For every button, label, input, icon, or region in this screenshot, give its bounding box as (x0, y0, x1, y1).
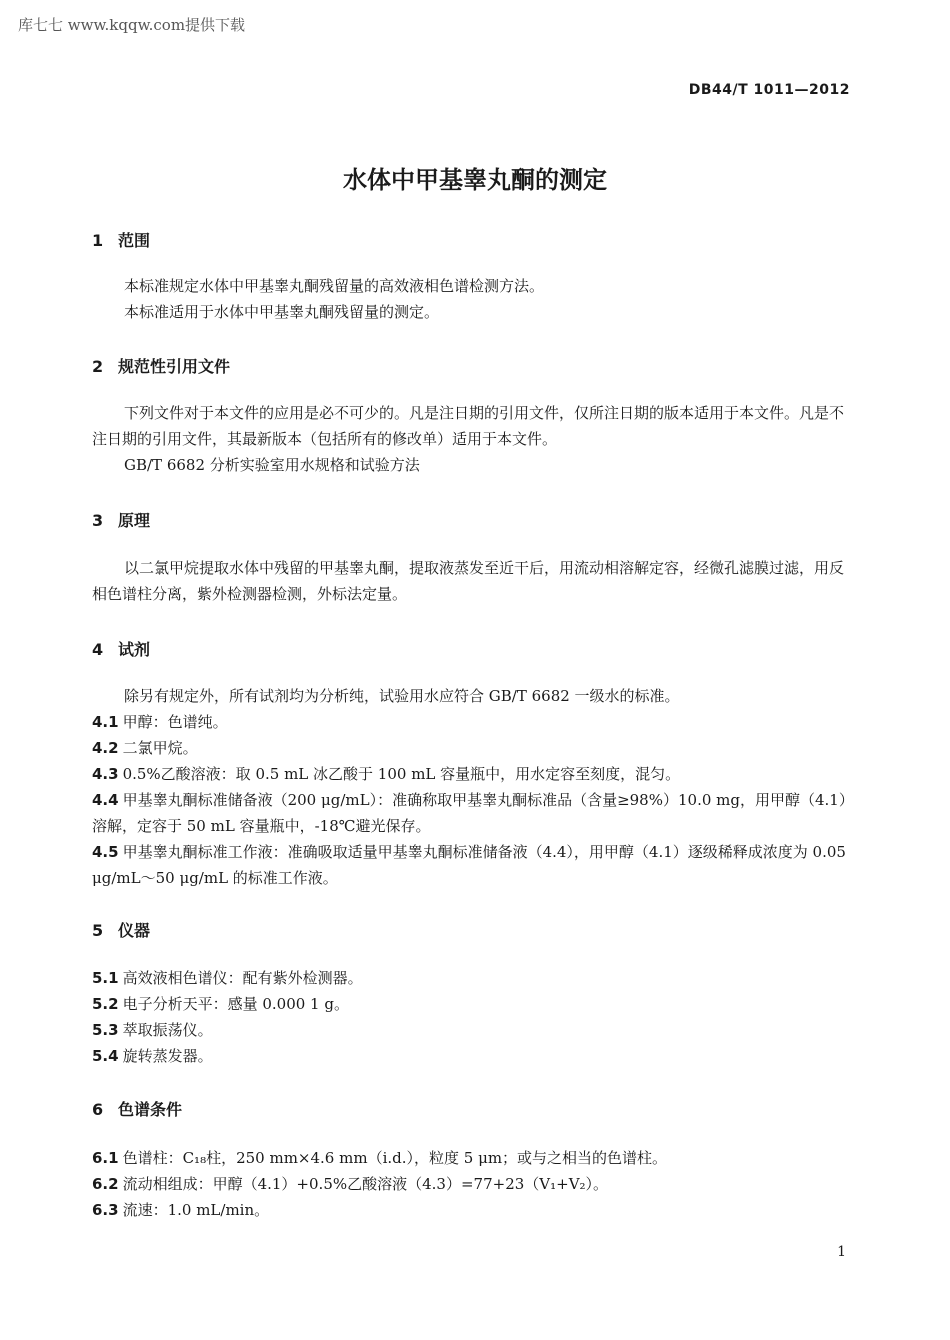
clause-4-5 (92, 839, 854, 891)
clause-text: 高效液相色谱仪：配有紫外检测器。 (122, 969, 363, 987)
section-5-heading (92, 918, 150, 941)
clause-text: 甲基睾丸酮标准工作液：准确吸取适量甲基睾丸酮标准储备液（4.4），用甲醇（4.1）逐级稀释成浓度为 0.05 μg/mL～50 μg/mL 的标准工作液。 (92, 843, 846, 887)
section-3-paragraph-1: 以二氯甲烷提取水体中残留的甲基睾丸酮，提取液蒸发至近干后，用流动相溶解定容，经微孔滤膜过滤，用反相色谱柱分离，紫外检测器检测，外标法定量。 (92, 559, 845, 603)
section-6-heading (92, 1097, 182, 1120)
section-title: 规范性引用文件 (118, 357, 231, 376)
section-number: 3 (92, 511, 104, 530)
section-1-paragraph-2: 本标准适用于水体中甲基睾丸酮残留量的测定。 (124, 303, 440, 321)
document-number: DB44/T 1011—2012 (688, 82, 850, 98)
watermark-text: 库七七 www.kqqw.com提供下载 (18, 16, 246, 34)
section-2-heading (92, 354, 230, 377)
section-title: 仪器 (118, 921, 151, 940)
clause-6-3 (92, 1197, 854, 1223)
clause-text: 萃取振荡仪。 (122, 1021, 213, 1039)
clause-4-3 (92, 761, 854, 787)
clause-text: 甲基睾丸酮标准储备液（200 μg/mL）：准确称取甲基睾丸酮标准品（含量≥98%）10.0 mg，用甲醇（4.1）溶解，定容于 50 mL 容量瓶中，-18℃避光保存。 (92, 791, 854, 835)
clause-text: 旋转蒸发器。 (122, 1047, 213, 1065)
section-number: 2 (92, 357, 104, 376)
section-title: 色谱条件 (118, 1100, 183, 1119)
section-title: 试剂 (118, 640, 151, 659)
clause-number: 5.1 (92, 969, 119, 987)
clause-4-1 (92, 709, 854, 735)
clause-4-2 (92, 735, 854, 761)
section-3-heading (92, 508, 150, 531)
clause-number: 4.5 (92, 843, 119, 861)
clause-text: 甲醇：色谱纯。 (122, 713, 228, 731)
clause-text: 流动相组成：甲醇（4.1）+0.5%乙酸溶液（4.3）=77+23（V₁+V₂）。 (122, 1175, 609, 1193)
clause-text: 二氯甲烷。 (122, 739, 198, 757)
clause-6-2 (92, 1171, 854, 1197)
clause-number: 6.3 (92, 1201, 119, 1219)
clause-number: 4.1 (92, 713, 119, 731)
section-number: 6 (92, 1100, 104, 1119)
clause-number: 4.3 (92, 765, 119, 783)
clause-text: 色谱柱：C₁₈柱，250 mm×4.6 mm（i.d.），粒度 5 μm；或与之相当的色谱柱。 (122, 1149, 668, 1167)
clause-number: 4.2 (92, 739, 119, 757)
page-number: 1 (837, 1244, 846, 1260)
section-number: 1 (92, 231, 104, 250)
clause-text: 流速：1.0 mL/min。 (122, 1201, 270, 1219)
clause-4-4 (92, 787, 854, 839)
clause-number: 5.4 (92, 1047, 119, 1065)
section-4-paragraph-1: 除另有规定外，所有试剂均为分析纯，试验用水应符合 GB/T 6682 一级水的标准。 (124, 687, 680, 705)
clause-text: 0.5%乙酸溶液：取 0.5 mL 冰乙酸于 100 mL 容量瓶中，用水定容至刻度，混匀。 (122, 765, 681, 783)
clause-number: 5.2 (92, 995, 119, 1013)
clause-number: 6.2 (92, 1175, 119, 1193)
clause-5-3 (92, 1017, 854, 1043)
clause-5-1 (92, 965, 854, 991)
clause-number: 5.3 (92, 1021, 119, 1039)
page-title: 水体中甲基睾丸酮的测定 (343, 166, 607, 194)
section-number: 4 (92, 640, 104, 659)
section-2-paragraph-1: 下列文件对于本文件的应用是必不可少的。凡是注日期的引用文件，仅所注日期的版本适用于本文件。凡是不注日期的引用文件，其最新版本（包括所有的修改单）适用于本文件。 (92, 404, 845, 448)
clause-number: 4.4 (92, 791, 119, 809)
clause-text: 电子分析天平：感量 0.000 1 g。 (122, 995, 349, 1013)
clause-5-2 (92, 991, 854, 1017)
section-title: 原理 (118, 511, 151, 530)
section-title: 范围 (118, 231, 151, 250)
clause-5-4 (92, 1043, 854, 1069)
section-1-paragraph-1: 本标准规定水体中甲基睾丸酮残留量的高效液相色谱检测方法。 (124, 277, 545, 295)
clause-6-1 (92, 1145, 854, 1171)
section-2-reference: GB/T 6682 分析实验室用水规格和试验方法 (124, 456, 420, 474)
section-4-heading (92, 637, 150, 660)
section-number: 5 (92, 921, 104, 940)
section-1-heading (92, 228, 150, 251)
clause-number: 6.1 (92, 1149, 119, 1167)
